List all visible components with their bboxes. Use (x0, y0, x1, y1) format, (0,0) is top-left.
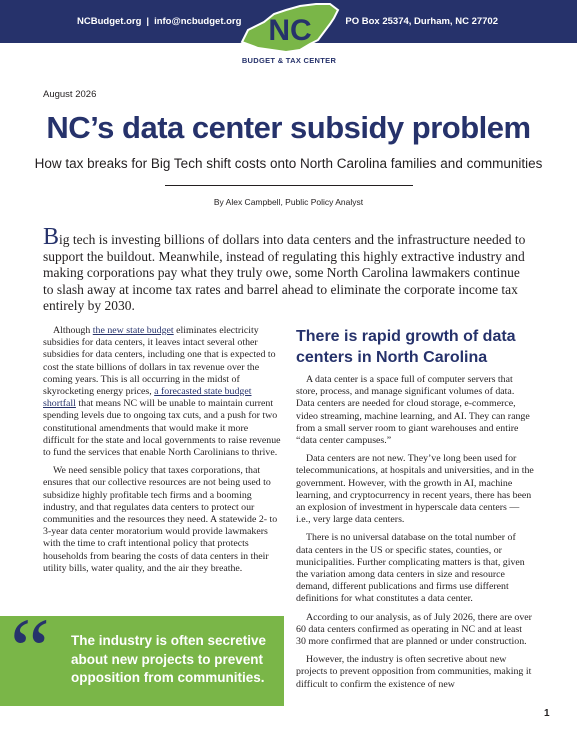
body-paragraph-2: We need sensible policy that taxes corporations, that ensures that our collective resources are not being used to subsidize highly profitable tech firms and a booming industry, and that regulates data centers to protect our communities and the resources they need. A statewide 2- to 3-year data center moratorium would provide lawmakers with the time to craft intentional policy that protects households from bearing the costs of data centers in their utility bills, water quality, and the air they breathe. (43, 465, 278, 574)
nc-budget-logo[interactable] (234, 0, 344, 76)
body-paragraph-1: Although the new state budget eliminates electricity subsidies for data centers, it leaves intact several other subsidies for data centers, including one that is expected to cost the state billions of dollars in tax revenue over the coming years. This is all occurring in the midst of skyrocketing energy prices, a forecasted state budget shortfall that means NC will be unable to maintain current spending levels due to ongoing tax cuts, and a push for two constitutional amendments that would make it more difficult for the state and local governments to raise revenue to fund the services that enable North Carolinians to thrive. (43, 325, 281, 459)
body-paragraph: There is no universal database on the total number of data centers in the US or specific states, counties, or municipalities. Further complicating matters is that, given the variation among data centers in size and resource demand, different publications and firms use different definitions for what constitutes a data center. (296, 532, 525, 605)
pull-quote-text: The industry is often secretive about new projects to prevent opposition from communities. (71, 633, 267, 685)
body-paragraph: According to our analysis, as of July 2026, there are over 60 data centers confirmed as operating in NC and at least 30 more confirmed that are planned or under construction. (296, 611, 532, 648)
logo-letters: NC (268, 14, 312, 47)
nc-map-icon (234, 0, 344, 60)
drop-cap: B (43, 224, 60, 250)
lede-text: ig tech is investing billions of dollars into data centers and the infrastructure needed to support the buildout. Meanwhile, instead of regulating this highly extractive industry and making corporations pay what they truly owe, some North Carolina lawmakers continue to slash away at income tax rates and barrel ahead to eliminate the corporate income tax entirely by 2030. (43, 232, 526, 314)
right-column (296, 374, 534, 697)
page-number: 1 (544, 708, 550, 719)
page-subtitle: How tax breaks for Big Tech shift costs onto North Carolina families and communities (34, 156, 543, 171)
byline: By Alex Campbell, Public Policy Analyst (213, 197, 364, 207)
body-paragraph: Data centers are not new. They’ve long been used for telecommunications, at hospitals and universities, and in the government. However, with the growth in AI, machine learning, and cryptocurrency in recent years, there has been an explosion of investment in hyperscale data centers — i.e., very large data centers. (296, 453, 534, 526)
website-link[interactable]: NCBudget.org (77, 16, 142, 27)
state-budget-link[interactable]: the new state budget (92, 325, 174, 336)
page-title: NC’s data center subsidy problem (46, 110, 531, 145)
body-paragraph: A data center is a space full of computer servers that store, process, and manage significant volumes of data. Data centers are needed for cloud storage, e-commerce, video streaming, machine learning, and AI. They can range from a small server room to giant warehouses and entire “data center campuses.” (296, 374, 530, 447)
pull-quote (0, 601, 284, 706)
contact-info (77, 0, 241, 43)
budget-shortfall-link[interactable]: a forecasted state budget shortfall (43, 386, 252, 410)
publication-date: August 2026 (43, 89, 97, 100)
body-paragraph: However, the industry is often secretive about new projects to prevent opposition from communities, making it difficult to confirm the existence of new (296, 654, 532, 690)
title-divider (165, 185, 413, 186)
separator: | (146, 16, 150, 27)
quote-mark-icon: “ (10, 601, 50, 700)
lede-paragraph (43, 224, 533, 315)
address: PO Box 25374, Durham, NC 27702 (345, 16, 498, 27)
logo-tagline: BUDGET & TAX CENTER (241, 56, 337, 65)
section-heading: There is rapid growth of data centers in North Carolina (296, 328, 516, 366)
email-link[interactable]: info@ncbudget.org (154, 16, 242, 27)
left-column (43, 325, 281, 581)
